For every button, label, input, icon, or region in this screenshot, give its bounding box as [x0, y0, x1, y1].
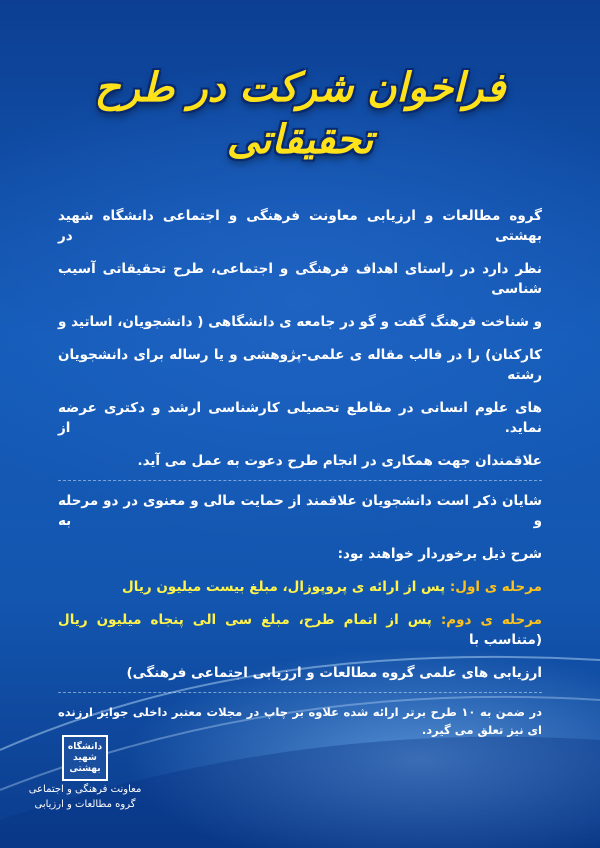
logo-caption-1: معاونت فرهنگی و اجتماعی [28, 784, 142, 795]
divider [58, 480, 542, 481]
body-line: شرح ذیل برخوردار خواهند بود: [337, 546, 542, 562]
body-line: گروه مطالعات و ارزیابی معاونت فرهنگی و اجتماعی دانشگاه شهید بهشتی در [58, 208, 542, 244]
logo-caption-2: گروه مطالعات و ارزیابی [34, 799, 136, 810]
body-text [58, 206, 542, 752]
body-line: کارکنان) را در قالب مقاله ی علمی-پژوهشی و یا رساله برای دانشجویان رشته [58, 347, 542, 383]
logo-text: دانشگاه شهید بهشتی [67, 741, 103, 774]
stage-2-note: (متناسب با [468, 632, 542, 648]
page-title: فراخوان شرکت در طرح تحقیقاتی [94, 64, 506, 163]
divider [58, 692, 542, 693]
stage-1-label: مرحله ی اول: [449, 579, 542, 595]
body-line: علاقمندان جهت همکاری در انجام طرح دعوت به عمل می آید. [137, 453, 542, 469]
body-line: شایان ذکر است دانشجویان علاقمند از حمایت مالی و معنوی در دو مرحله و به [58, 493, 542, 529]
body-line: های علوم انسانی در مقاطع تحصیلی کارشناسی ارشد و دکتری عرضه نماید. از [58, 400, 542, 436]
stage-1-text: پس از ارائه ی پروپوزال، مبلغ بیست میلیون ریال [122, 579, 446, 595]
stage-2-label: مرحله ی دوم: [440, 612, 543, 628]
body-line: ارزیابی های علمی گروه مطالعات و ارزیابی اجتماعی فرهنگی) [126, 665, 542, 681]
footer-note: در ضمن به ۱۰ طرح برتر ارائه شده علاوه بر چاپ در مجلات معتبر داخلی جوایز ارزنده ای نیز تعلق می گیرد. [58, 705, 543, 737]
body-line: و شناخت فرهنگ گفت و گو در جامعه ی دانشگاهی ( دانشجویان، اساتید و [58, 314, 542, 330]
body-line: نظر دارد در راستای اهداف فرهنگی و اجتماعی، طرح تحقیقاتی آسیب شناسی [58, 261, 542, 297]
stage-1 [58, 577, 542, 597]
university-logo [62, 735, 108, 781]
brand-block [25, 735, 145, 811]
stage-2-text: پس از اتمام طرح، مبلغ سی الی پنجاه میلیون ریال [58, 612, 432, 628]
stage-2 [58, 610, 542, 650]
